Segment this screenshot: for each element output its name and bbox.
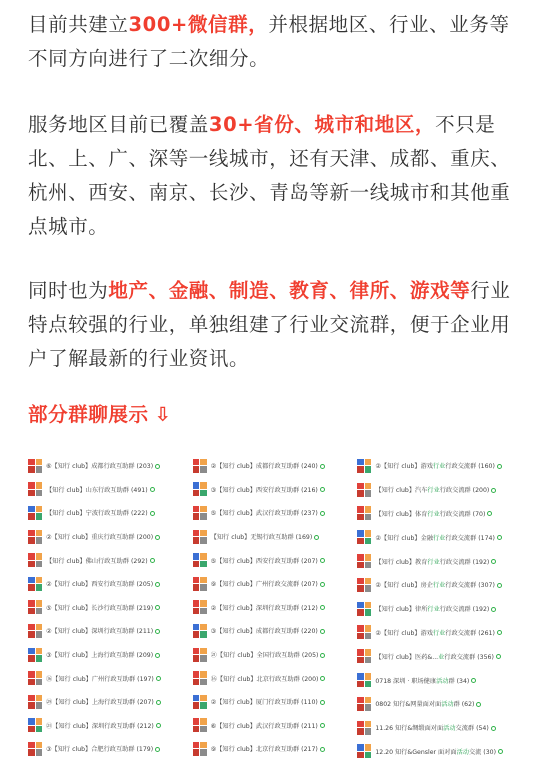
group-name-text: 【知行 club】无锡行政互助群 (169) [210, 534, 313, 542]
group-chat-item[interactable] [193, 548, 354, 572]
wechat-enterprise-icon [497, 630, 502, 635]
group-name-text: ③【知行 club】合肥行政互助群 (179) [46, 746, 154, 754]
group-name-keyword: 行业 [427, 558, 440, 566]
group-avatar-icon [193, 577, 207, 591]
text-segment: 并根据地区、行业、业务等不同方向进行了二次细分。 [28, 13, 510, 70]
group-avatar-icon [357, 578, 371, 592]
group-name-keyword: 行业 [427, 487, 440, 495]
group-name-text: ㉙【知行 club】上海行政互助群 (207) [46, 699, 154, 707]
group-name-rest: 行政交流群 (192) [439, 606, 490, 614]
wechat-enterprise-icon [155, 464, 160, 469]
group-avatar-icon [357, 649, 371, 663]
group-chat-name [211, 697, 325, 706]
group-chat-name [46, 556, 155, 565]
group-name-text: ⑤【知行 club】武汉行政互助群 (237) [210, 510, 318, 518]
group-chat-item[interactable] [28, 619, 189, 643]
group-chat-name [46, 461, 160, 470]
group-name-text: ㉑【知行 club】全国行政互助群 (205) [210, 652, 319, 660]
group-avatar-icon [193, 553, 207, 567]
group-avatar-icon [357, 530, 371, 544]
group-name-text: ⑨【知行 club】北京行政互助群 (217) [210, 746, 318, 754]
group-name-text: ⑥【知行 club】武汉行政互助群 (211) [210, 722, 318, 730]
group-name-text: ②【知行 club】房企 [375, 582, 433, 590]
group-name-text: ②【知行 club】重庆行政互助群 (200) [46, 534, 154, 542]
group-name-text: ③【知行 club】西安行政互助群 (216) [210, 486, 318, 494]
group-avatar-icon [28, 742, 42, 756]
group-chat-name [46, 721, 161, 730]
group-chat-item[interactable] [193, 619, 354, 643]
group-name-keyword: 活动 [456, 748, 469, 756]
group-name-rest: 群 (62) [453, 701, 475, 709]
paragraph-regions [28, 108, 512, 244]
wechat-enterprise-icon [155, 605, 160, 610]
group-chat-name [46, 603, 160, 612]
group-name-text: ②【知行 club】深圳行政互助群 (211) [46, 628, 154, 636]
group-name-keyword: 活动 [443, 725, 456, 733]
group-avatar-icon [28, 530, 42, 544]
group-chat-name [375, 604, 496, 613]
group-name-rest: 行政交流群 (261) [445, 629, 495, 637]
wechat-enterprise-icon [150, 511, 155, 516]
group-name-text: ⑤【知行 club】西安行政互助群 (207) [210, 557, 318, 565]
group-chat-name [46, 508, 155, 517]
group-avatar-icon [357, 602, 371, 616]
group-chat-name [211, 744, 325, 753]
group-avatar-icon [357, 625, 371, 639]
group-chat-item[interactable] [28, 596, 189, 620]
wechat-enterprise-icon [496, 654, 501, 659]
group-avatar-icon [28, 482, 42, 496]
section-title [28, 400, 512, 430]
text-segment: 目前共建立 [28, 13, 129, 36]
group-name-keyword: 行业 [427, 606, 440, 614]
group-name-keyword: 业 [438, 653, 445, 661]
group-chat-item[interactable] [28, 478, 189, 502]
wechat-enterprise-icon [156, 676, 161, 681]
group-avatar-icon [193, 459, 207, 473]
group-avatar-icon [28, 695, 42, 709]
group-avatar-icon [357, 744, 371, 758]
group-name-rest: 交流群 (54) [455, 725, 489, 733]
group-name-keyword: 行业 [427, 510, 440, 518]
group-name-text: ②【知行 club】游戏 [375, 463, 433, 471]
wechat-enterprise-icon [155, 629, 160, 634]
wechat-enterprise-icon [320, 629, 325, 634]
group-avatar-icon [357, 721, 371, 735]
group-chat-name [375, 533, 502, 542]
group-avatar-icon [357, 554, 371, 568]
group-chat-item[interactable] [28, 714, 189, 738]
group-name-rest: 行政交流群 (160) [445, 463, 495, 471]
group-avatar-icon [28, 459, 42, 473]
highlight-text: 300+微信群， [128, 13, 269, 36]
arrow-down-icon: ⇩ [154, 403, 172, 426]
wechat-enterprise-icon [497, 464, 502, 469]
wechat-enterprise-icon [476, 702, 481, 707]
group-avatar-icon [193, 530, 207, 544]
group-avatar-icon [357, 697, 371, 711]
wechat-enterprise-icon [320, 464, 325, 469]
wechat-enterprise-icon [320, 605, 325, 610]
group-name-text: 0718 深圳 · 职场健康 [375, 677, 437, 685]
group-chat-item[interactable] [193, 643, 354, 667]
group-name-keyword: 行业 [432, 582, 446, 590]
group-chat-item[interactable] [193, 596, 354, 620]
group-chat-name [375, 580, 502, 589]
group-chat-name [375, 699, 481, 708]
group-chat-item[interactable] [28, 572, 189, 596]
group-name-rest: 群 (34) [448, 677, 470, 685]
group-name-keyword: 行业 [432, 463, 446, 471]
group-chat-name [375, 747, 503, 756]
wechat-enterprise-icon [155, 747, 160, 752]
group-chat-item[interactable] [357, 668, 518, 692]
text-segment: 行业特点较强的行业，单独组建了行业交流群，便于企业用户了解最新的行业资讯。 [28, 279, 511, 370]
highlight-text: 30+省份、城市和地区， [208, 113, 436, 136]
group-chat-name [375, 485, 496, 494]
group-chat-item[interactable] [357, 621, 518, 645]
group-name-text: ⑯【知行 club】北京行政互助群 (200) [210, 675, 319, 683]
group-name-text: ②【知行 club】金融 [375, 534, 433, 542]
group-chat-item[interactable] [28, 737, 189, 761]
group-chat-name [46, 485, 155, 494]
group-name-text: 【知行 club】宁波行政互助群 (222) [46, 510, 148, 518]
wechat-enterprise-icon [320, 723, 325, 728]
group-chat-item[interactable] [193, 478, 354, 502]
group-chat-item[interactable] [357, 549, 518, 573]
group-name-text: 【知行 club】体育 [375, 510, 428, 518]
group-chat-name [46, 744, 160, 753]
group-chat-name [211, 556, 325, 565]
wechat-enterprise-icon [320, 558, 325, 563]
group-chat-item[interactable] [28, 666, 189, 690]
group-name-text: ②【知行 club】西安行政互助群 (205) [46, 581, 154, 589]
group-chat-name [211, 461, 325, 470]
group-avatar-icon [193, 482, 207, 496]
section-title-text: 部分群聊展示 [28, 403, 149, 426]
wechat-enterprise-icon [491, 559, 496, 564]
group-chat-item[interactable] [357, 454, 518, 478]
group-chat-item[interactable] [28, 454, 189, 478]
group-chat-item[interactable] [357, 573, 518, 597]
group-chat-name [211, 603, 325, 612]
group-name-text: 0802 知行&网量面对面 [375, 701, 442, 709]
group-avatar-icon [28, 506, 42, 520]
text-segment: 同时也为 [28, 279, 109, 302]
group-name-text: 【知行 club】山东行政互助群 (491) [46, 486, 148, 494]
group-chat-name [375, 723, 495, 732]
group-column [357, 454, 518, 772]
group-avatar-icon [193, 648, 207, 662]
group-name-rest: 行政交流群 (356) [444, 653, 494, 661]
paragraph-groups-overview [28, 8, 512, 76]
group-name-text: ⑨【知行 club】广州行政交流群 (207) [210, 581, 318, 589]
wechat-enterprise-icon [491, 488, 496, 493]
wechat-enterprise-icon [491, 726, 496, 731]
group-chat-item[interactable] [357, 716, 518, 740]
wechat-enterprise-icon [320, 487, 325, 492]
group-chat-item[interactable] [28, 548, 189, 572]
wechat-enterprise-icon [471, 678, 476, 683]
group-name-text: ⑥【知行 club】成都行政互助群 (203) [46, 463, 154, 471]
group-chat-name [375, 461, 502, 470]
wechat-enterprise-icon [155, 653, 160, 658]
group-chat-name [46, 650, 160, 659]
group-chat-name [211, 579, 325, 588]
group-name-text: ②【知行 club】成都行政互助群 (240) [210, 463, 318, 471]
group-chat-name [211, 532, 320, 541]
group-chat-item[interactable] [357, 478, 518, 502]
group-name-text: 11.26 知行&绸缎面对面 [375, 725, 444, 733]
wechat-enterprise-icon [150, 558, 155, 563]
group-chat-item[interactable] [28, 525, 189, 549]
paragraph-industries [28, 274, 512, 376]
wechat-enterprise-icon [320, 582, 325, 587]
wechat-enterprise-icon [314, 535, 319, 540]
group-avatar-icon [357, 459, 371, 473]
group-chat-item[interactable] [28, 690, 189, 714]
group-chat-name [211, 721, 325, 730]
group-name-keyword: 行业 [432, 534, 446, 542]
group-chat-item[interactable] [193, 714, 354, 738]
group-name-text: ⑤【知行 club】长沙行政互助群 (219) [46, 604, 154, 612]
group-avatar-icon [193, 742, 207, 756]
group-column [28, 454, 189, 772]
group-chat-item[interactable] [193, 737, 354, 761]
highlight-text: 地产、金融、制造、教育、律所、游戏等 [108, 279, 471, 302]
group-name-text: 【知行 club】教育 [375, 558, 428, 566]
group-chat-item[interactable] [357, 502, 518, 526]
wechat-enterprise-icon [497, 583, 502, 588]
group-name-text: ③【知行 club】成都行政互助群 (220) [210, 628, 318, 636]
group-avatar-icon [193, 695, 207, 709]
wechat-enterprise-icon [320, 511, 325, 516]
group-avatar-icon [28, 671, 42, 685]
wechat-enterprise-icon [497, 535, 502, 540]
group-chat-item[interactable] [193, 454, 354, 478]
wechat-enterprise-icon [487, 511, 492, 516]
group-name-text: ②【知行 club】厦门行政互助群 (110) [210, 699, 318, 707]
group-chat-item[interactable] [357, 597, 518, 621]
group-name-text: ②【知行 club】深圳行政互助群 (212) [210, 604, 318, 612]
group-chat-list-screenshot [28, 454, 518, 772]
group-name-text: 【知行 club】律所 [375, 606, 428, 614]
group-name-text: 12.20 知行&Gensler 面对面 [375, 748, 457, 756]
group-chat-item[interactable] [28, 643, 189, 667]
group-name-rest: 交流 (30) [468, 748, 496, 756]
group-chat-item[interactable] [28, 501, 189, 525]
group-chat-name [46, 674, 161, 683]
wechat-enterprise-icon [491, 607, 496, 612]
group-chat-name [375, 628, 502, 637]
group-chat-name [211, 485, 325, 494]
group-chat-item[interactable] [357, 692, 518, 716]
group-name-text: ③【知行 club】上海行政互助群 (209) [46, 652, 154, 660]
group-avatar-icon [193, 718, 207, 732]
group-name-text: 【知行 club】佛山行政互助群 (292) [46, 557, 148, 565]
wechat-enterprise-icon [320, 676, 325, 681]
group-chat-name [375, 652, 501, 661]
group-chat-name [211, 626, 325, 635]
wechat-enterprise-icon [156, 700, 161, 705]
group-avatar-icon [28, 553, 42, 567]
group-avatar-icon [193, 506, 207, 520]
group-chat-name [211, 508, 325, 517]
group-chat-item[interactable] [193, 525, 354, 549]
group-name-rest: 行政交流群 (174) [445, 534, 495, 542]
wechat-enterprise-icon [320, 700, 325, 705]
group-chat-item[interactable] [193, 666, 354, 690]
group-chat-name [375, 557, 496, 566]
wechat-enterprise-icon [320, 653, 325, 658]
group-chat-item[interactable] [193, 690, 354, 714]
group-chat-item[interactable] [357, 525, 518, 549]
group-chat-name [375, 509, 492, 518]
wechat-enterprise-icon [150, 487, 155, 492]
group-chat-name [375, 676, 476, 685]
group-column [193, 454, 354, 772]
wechat-enterprise-icon [155, 535, 160, 540]
group-name-text: 【知行 club】医药&... [375, 653, 439, 661]
wechat-enterprise-icon [498, 749, 503, 754]
group-avatar-icon [193, 600, 207, 614]
group-name-rest: 行政交流群 (200) [439, 487, 490, 495]
group-name-rest: 行政交流群 (192) [439, 558, 490, 566]
group-name-text: ㉑【知行 club】深圳行政互助群 (212) [46, 722, 154, 730]
wechat-enterprise-icon [156, 723, 161, 728]
group-avatar-icon [28, 577, 42, 591]
text-segment: 不只是北、上、广、深等一线城市，还有天津、成都、重庆、杭州、西安、南京、长沙、青岛等新一线城市和其他重点城市。 [28, 113, 511, 238]
group-chat-item[interactable] [193, 501, 354, 525]
text-segment: 服务地区目前已覆盖 [28, 113, 209, 136]
group-chat-name [211, 650, 326, 659]
group-avatar-icon [357, 673, 371, 687]
group-avatar-icon [193, 671, 207, 685]
group-chat-item[interactable] [357, 740, 518, 764]
group-name-rest: 行政交流群 (307) [445, 582, 495, 590]
wechat-enterprise-icon [320, 747, 325, 752]
group-chat-name [211, 674, 326, 683]
group-avatar-icon [28, 648, 42, 662]
group-chat-name [46, 532, 160, 541]
group-chat-item[interactable] [357, 644, 518, 668]
group-avatar-icon [28, 718, 42, 732]
group-chat-item[interactable] [193, 572, 354, 596]
group-name-keyword: 活动 [441, 701, 454, 709]
group-avatar-icon [193, 624, 207, 638]
group-name-rest: 行政交流群 (70) [439, 510, 486, 518]
group-name-keyword: 行业 [432, 629, 446, 637]
group-avatar-icon [28, 600, 42, 614]
group-avatar-icon [357, 506, 371, 520]
group-avatar-icon [357, 483, 371, 497]
group-name-text: ⑯【知行 club】广州行政互助群 (197) [46, 675, 154, 683]
group-chat-name [46, 579, 160, 588]
wechat-enterprise-icon [155, 582, 160, 587]
group-name-keyword: 活动 [436, 677, 449, 685]
group-name-text: ②【知行 club】游戏 [375, 629, 433, 637]
group-chat-name [46, 626, 160, 635]
group-chat-name [46, 697, 161, 706]
group-name-text: 【知行 club】汽车 [375, 487, 428, 495]
group-avatar-icon [28, 624, 42, 638]
